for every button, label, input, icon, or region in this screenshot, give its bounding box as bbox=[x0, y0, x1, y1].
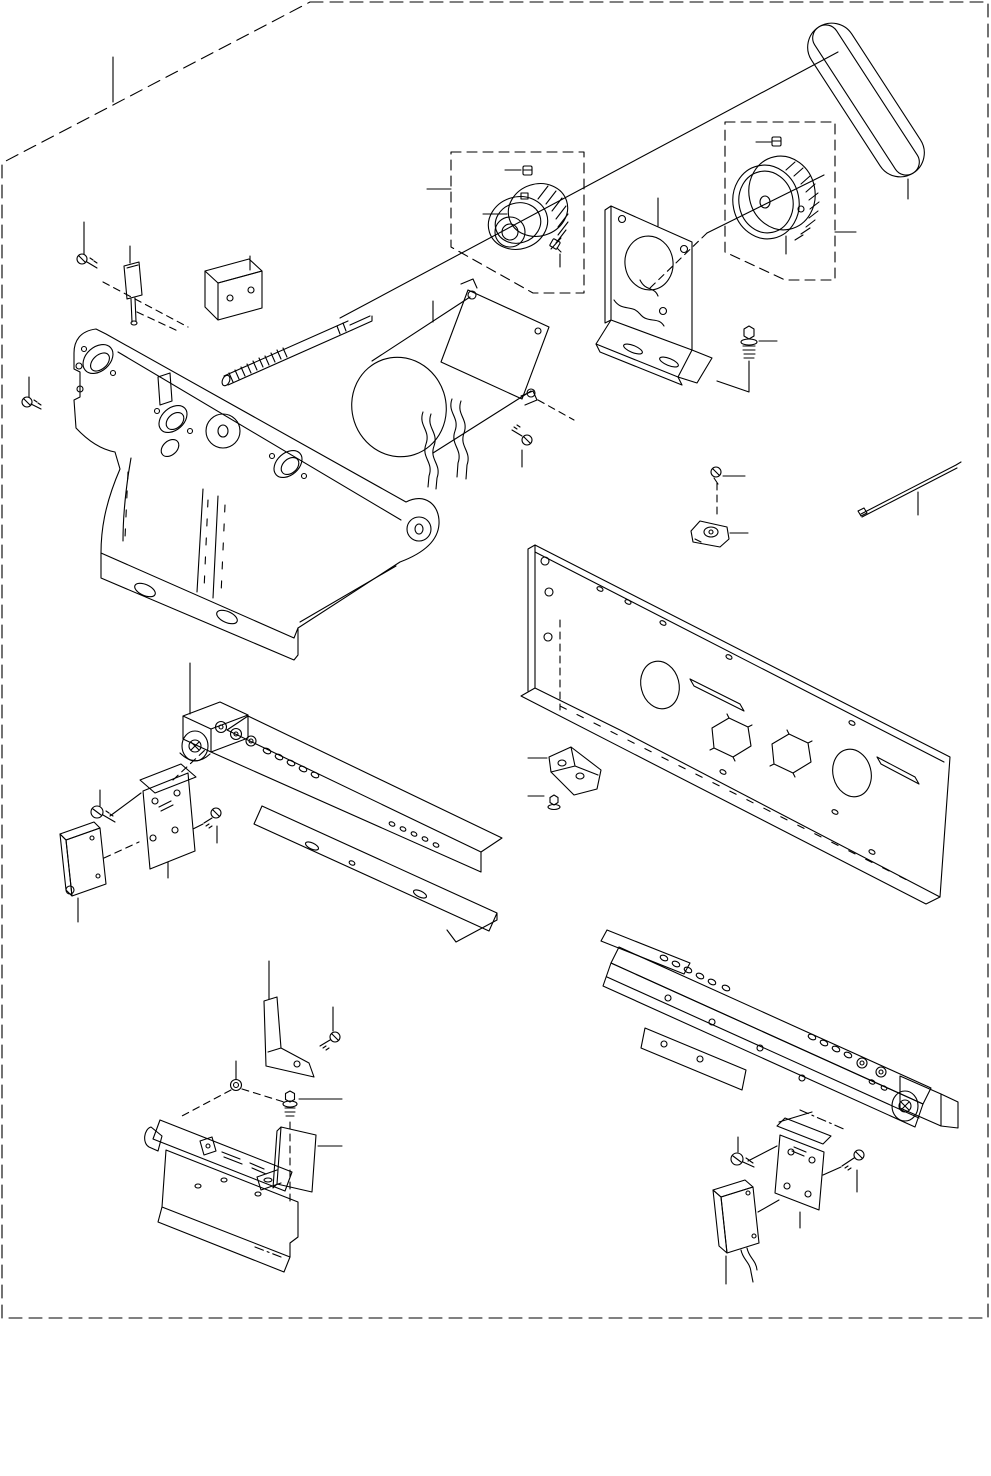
motor-cables bbox=[422, 399, 468, 489]
angle-bracket bbox=[205, 256, 262, 320]
cable-tie bbox=[858, 462, 961, 517]
alignment-line bbox=[779, 1112, 812, 1122]
beam-plate bbox=[521, 545, 950, 904]
pilot-hole bbox=[621, 233, 676, 293]
slide-rail-left bbox=[180, 663, 502, 942]
support-bracket bbox=[257, 1127, 342, 1192]
alignment-line bbox=[193, 824, 203, 829]
frame-screw-b bbox=[22, 377, 41, 409]
plate-screw-right-a bbox=[731, 1137, 777, 1167]
shaft-boss bbox=[206, 414, 240, 448]
arm-end-boss bbox=[407, 517, 431, 541]
motor-window-cutout bbox=[710, 714, 812, 777]
washer bbox=[180, 1061, 284, 1117]
sensor-cable bbox=[741, 1248, 757, 1282]
alignment-line bbox=[538, 400, 574, 420]
plate-screw-left-b bbox=[193, 808, 221, 843]
motor-screw bbox=[512, 425, 532, 467]
lead-screw bbox=[221, 316, 372, 387]
alignment-line bbox=[173, 749, 206, 780]
leader-line bbox=[756, 142, 856, 254]
stopper-base-plate bbox=[145, 1120, 298, 1272]
frame-casting bbox=[22, 222, 439, 660]
alignment-line bbox=[180, 1089, 284, 1117]
foot-slot bbox=[658, 355, 679, 369]
plate-screw-right-b bbox=[823, 1150, 864, 1192]
cord-clip-screw bbox=[711, 467, 745, 518]
rib-slot bbox=[690, 679, 744, 711]
mounting-bolt bbox=[717, 326, 777, 392]
axis-reference-line bbox=[340, 52, 838, 318]
base-slots bbox=[222, 1152, 266, 1174]
photo-sensor-right bbox=[713, 1180, 779, 1284]
rail-holes bbox=[262, 747, 439, 900]
slide-rail-right bbox=[601, 930, 958, 1130]
cable-boss bbox=[66, 886, 74, 894]
sensor-plate-left bbox=[140, 749, 206, 878]
alignment-line bbox=[110, 793, 141, 816]
leader-line bbox=[717, 361, 749, 392]
frame-screw-a bbox=[77, 222, 97, 268]
base-slot bbox=[215, 608, 240, 627]
timing-belt bbox=[340, 14, 934, 318]
cord-clip bbox=[691, 521, 748, 547]
clamp-ring-a bbox=[77, 339, 118, 380]
plate-small-holes bbox=[596, 586, 876, 855]
clamp-ring-c bbox=[269, 445, 308, 483]
sensor-plate-right bbox=[775, 1118, 831, 1228]
round-cutout bbox=[636, 657, 684, 713]
alignment-line bbox=[823, 1167, 841, 1175]
hidden-lines bbox=[125, 472, 225, 595]
clamp-bracket bbox=[528, 747, 601, 796]
clamp-ring-b bbox=[154, 400, 193, 438]
plate-screw-left-a bbox=[91, 790, 141, 822]
thread-lines bbox=[229, 348, 287, 382]
round-cutout bbox=[828, 745, 876, 801]
foot-slot bbox=[622, 342, 643, 356]
clamp-bolt bbox=[548, 795, 560, 810]
rail-holes bbox=[659, 954, 887, 1091]
motor-pulley bbox=[427, 166, 575, 267]
pulley-set-screw-a bbox=[523, 166, 532, 175]
alignment-line bbox=[758, 1200, 779, 1212]
page-border bbox=[2, 2, 988, 1318]
motor-flange bbox=[441, 290, 549, 399]
idler-pulley-left bbox=[180, 731, 210, 761]
stop-screw bbox=[320, 1007, 340, 1050]
pillar-tab bbox=[158, 373, 172, 405]
leader-line bbox=[528, 758, 547, 796]
alignment-line bbox=[104, 842, 139, 858]
driven-pulley-set-screw bbox=[772, 137, 781, 146]
stepper-motor bbox=[339, 279, 574, 489]
alignment-line bbox=[650, 233, 707, 288]
motor-mount-bracket bbox=[596, 198, 712, 385]
rib-slot bbox=[877, 757, 919, 784]
photo-sensor-left bbox=[60, 822, 139, 922]
alignment-line bbox=[103, 282, 188, 332]
motor-pulley-reference-box bbox=[451, 152, 584, 293]
alignment-line bbox=[748, 1146, 777, 1161]
stop-l-bracket bbox=[264, 961, 314, 1077]
